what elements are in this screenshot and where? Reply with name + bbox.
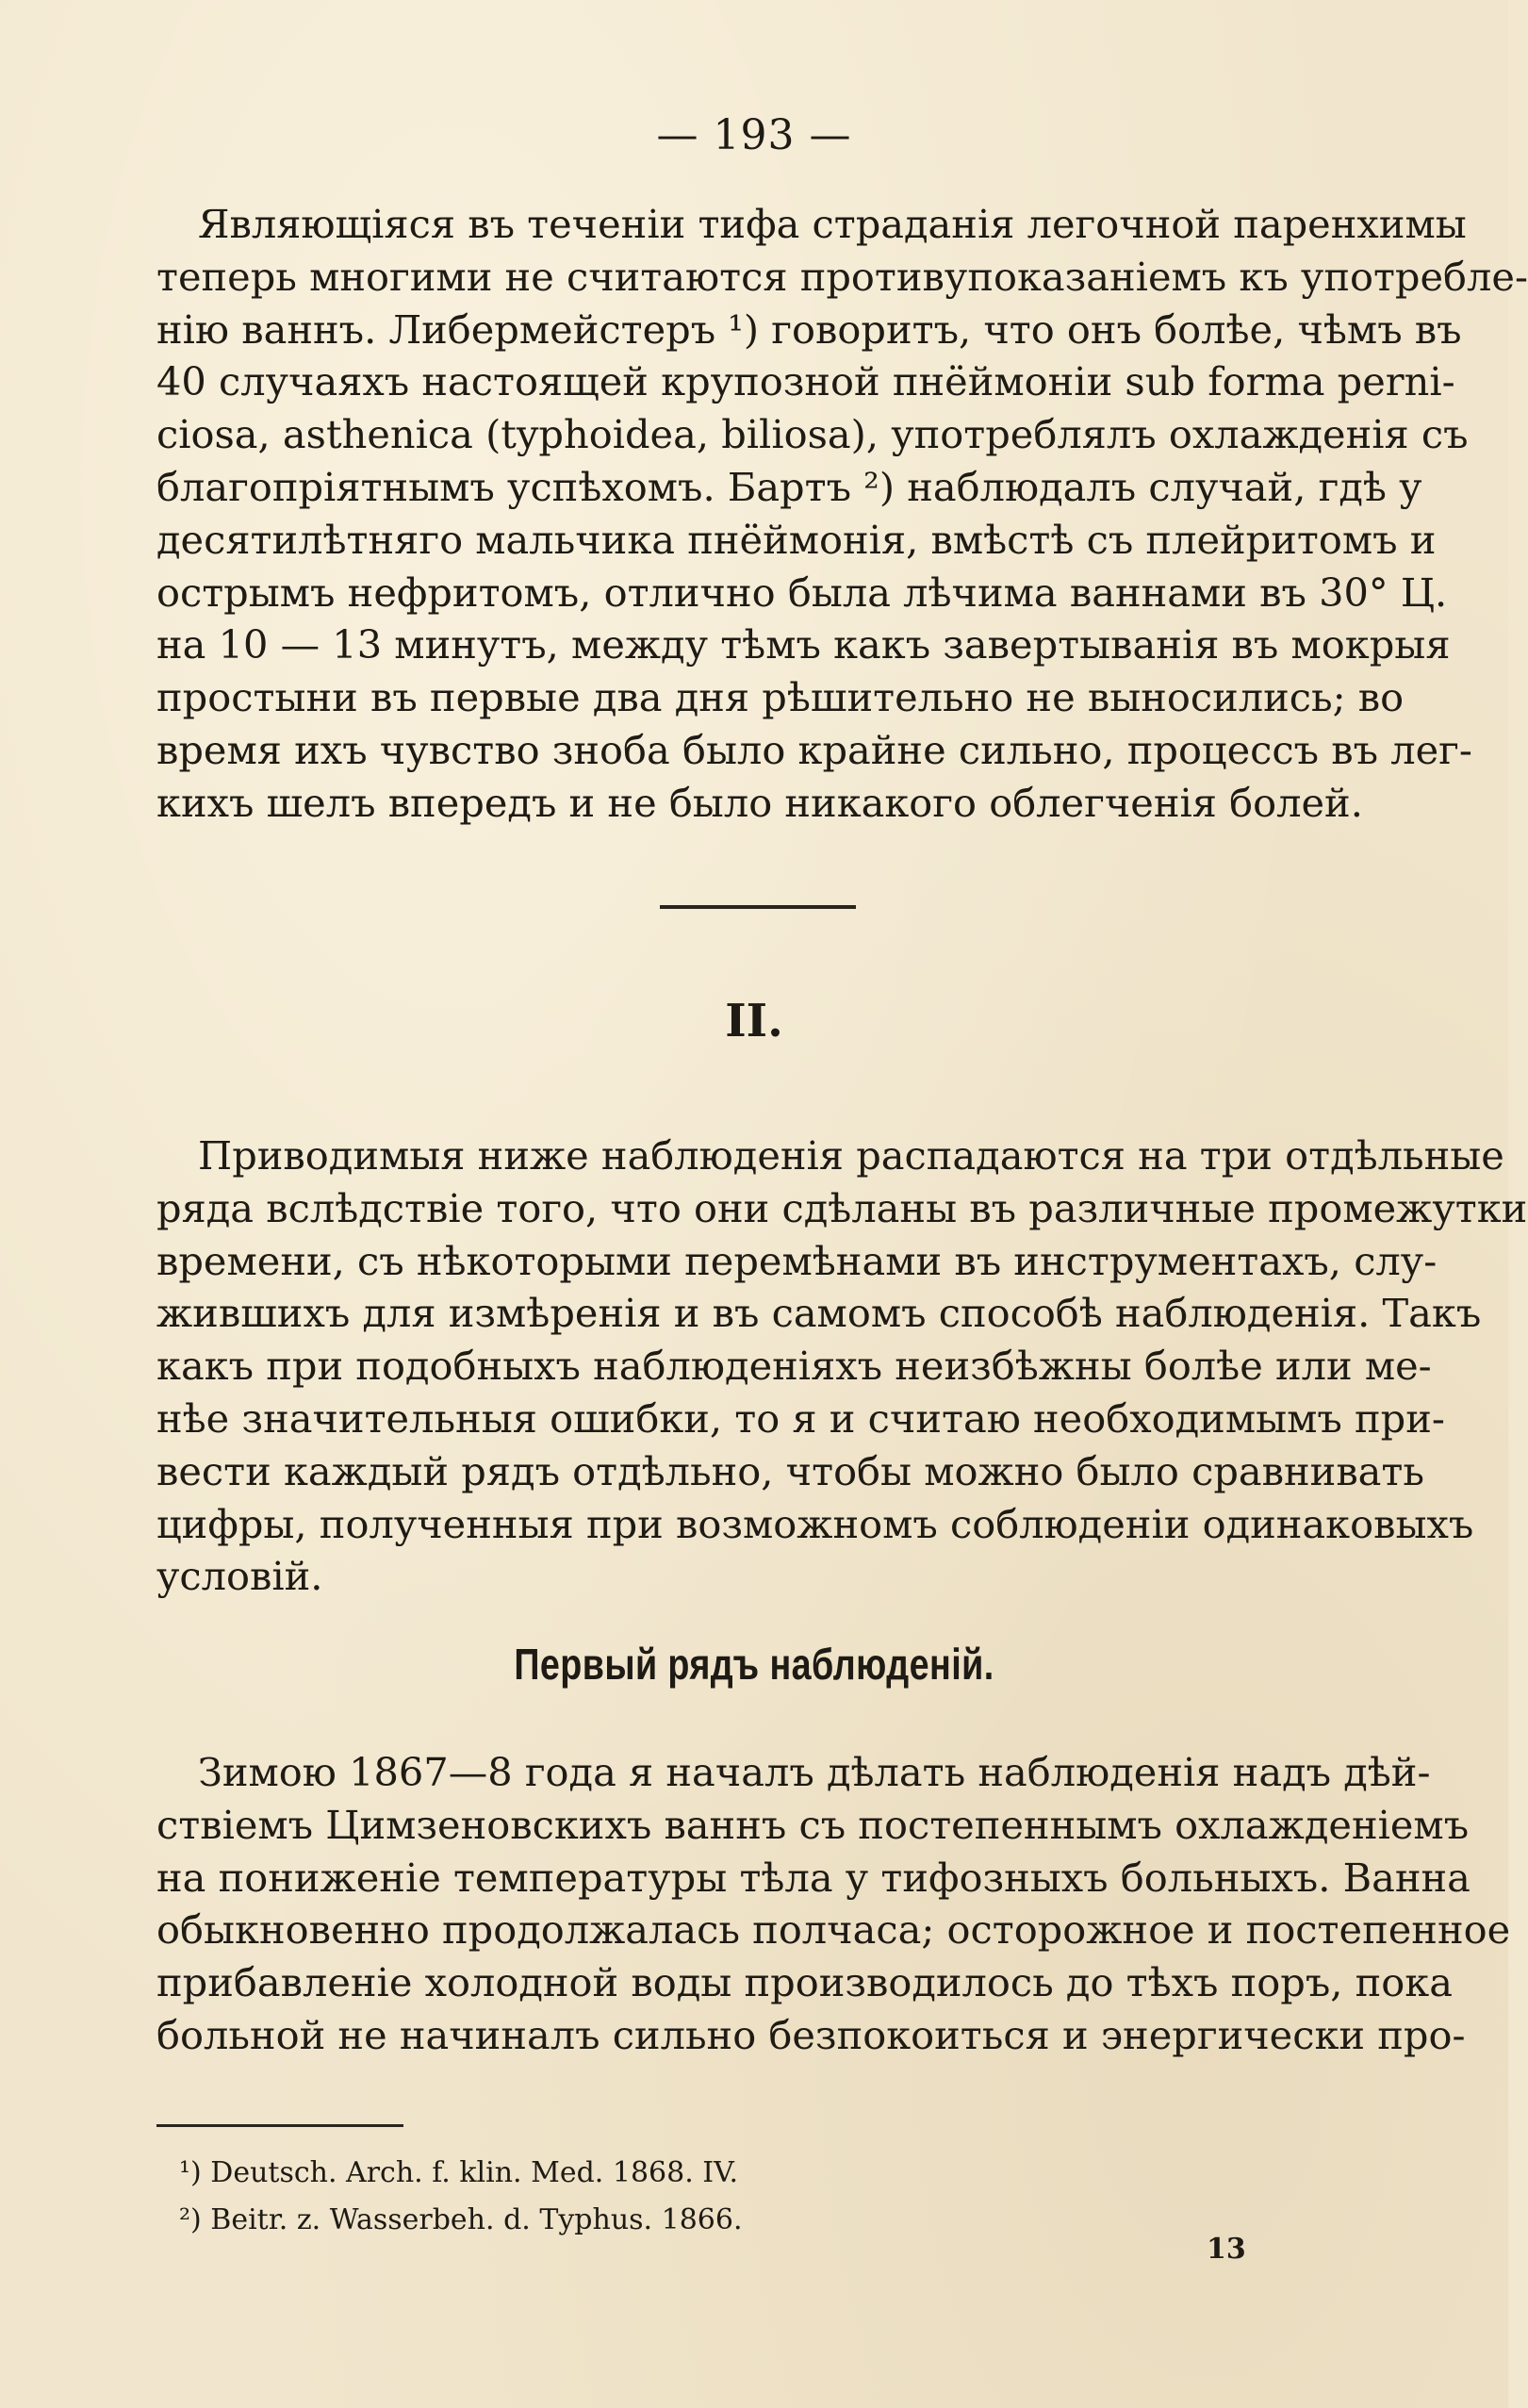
text-line: кихъ шелъ впередъ и не было никакого облегченія болей. xyxy=(156,779,1363,826)
section-divider xyxy=(660,905,856,909)
paragraph-winter-observations xyxy=(156,1746,1511,2062)
paragraph-observations-intro xyxy=(156,1130,1528,1603)
text-line: острымъ нефритомъ, отлично была лѣчима ваннами въ 30° Ц. xyxy=(156,569,1448,616)
text-line: благопріятнымъ успѣхомъ. Бартъ ²) наблюдалъ случай, гдѣ у xyxy=(156,463,1422,510)
page-number: — 193 — xyxy=(656,111,852,159)
text-line: вести каждый рядъ отдѣльно, чтобы можно было сравнивать xyxy=(156,1447,1424,1494)
text-line: Являющіяся въ теченіи тифа страданія легочной паренхимы xyxy=(198,201,1467,247)
footnote-1: ¹) Deutsch. Arch. f. klin. Med. 1868. IV. xyxy=(179,2156,739,2189)
text-line: условій. xyxy=(156,1553,323,1600)
text-line: теперь многими не считаются противупоказаніемъ къ употребле- xyxy=(156,253,1528,300)
text-line: 40 случаяхъ настоящей крупозной пнёймоніи sub forma perni- xyxy=(156,358,1455,405)
text-line: Приводимыя ниже наблюденія распадаются на три отдѣльные xyxy=(198,1132,1504,1179)
section-number: II. xyxy=(725,995,783,1047)
signature-mark: 13 xyxy=(1207,2233,1246,2266)
text-line: времени, съ нѣкоторыми перемѣнами въ инструментахъ, слу- xyxy=(156,1237,1438,1284)
text-line: ciosa, asthenica (typhoidea, biliosa), употреблялъ охлажденія съ xyxy=(156,411,1469,458)
text-line: десятилѣтняго мальчика пнёймонія, вмѣстѣ съ плейритомъ и xyxy=(156,516,1437,563)
text-line: нѣе значительныя ошибки, то я и считаю необходимымъ при- xyxy=(156,1394,1445,1442)
footnote-divider xyxy=(156,2124,403,2127)
paragraph-typhus-lung xyxy=(156,198,1528,830)
text-line: больной не начиналъ сильно безпокоиться и энергически про- xyxy=(156,2011,1466,2058)
subheading-first-series: Первый рядъ наблюденій. xyxy=(514,1640,994,1689)
text-line: Зимою 1867—8 года я началъ дѣлать наблюденія надъ дѣй- xyxy=(198,1749,1431,1795)
footnotes xyxy=(179,2150,743,2244)
text-line: простыни въ первые два дня рѣшительно не выносились; во xyxy=(156,674,1405,721)
text-line: ряда вслѣдствіе того, что они сдѣланы въ различные промежутки xyxy=(156,1184,1528,1231)
text-line: на пониженіе температуры тѣла у тифозныхъ больныхъ. Ванна xyxy=(156,1854,1470,1901)
text-line: жившихъ для измѣренія и въ самомъ способѣ наблюденія. Такъ xyxy=(156,1290,1482,1337)
text-line: какъ при подобныхъ наблюденіяхъ неизбѣжны болѣе или ме- xyxy=(156,1343,1432,1390)
footnote-2: ²) Beitr. z. Wasserbeh. d. Typhus. 1866. xyxy=(179,2203,743,2236)
text-line: ствіемъ Цимзеновскихъ ваннъ съ постепеннымъ охлажденіемъ xyxy=(156,1801,1470,1848)
text-line: время ихъ чувство зноба было крайне сильно, процессъ въ лег- xyxy=(156,726,1472,773)
text-line: нію ваннъ. Либермейстеръ ¹) говоритъ, что онъ болѣе, чѣмъ въ xyxy=(156,305,1462,353)
text-line: на 10 — 13 минутъ, между тѣмъ какъ завертыванія въ мокрыя xyxy=(156,621,1451,668)
text-line: обыкновенно продолжалась полчаса; осторожное и постепенное xyxy=(156,1906,1511,1954)
text-line: прибавленіе холодной воды производилось до тѣхъ поръ, пока xyxy=(156,1959,1453,2006)
text-line: цифры, полученныя при возможномъ соблюденіи одинаковыхъ xyxy=(156,1500,1474,1547)
